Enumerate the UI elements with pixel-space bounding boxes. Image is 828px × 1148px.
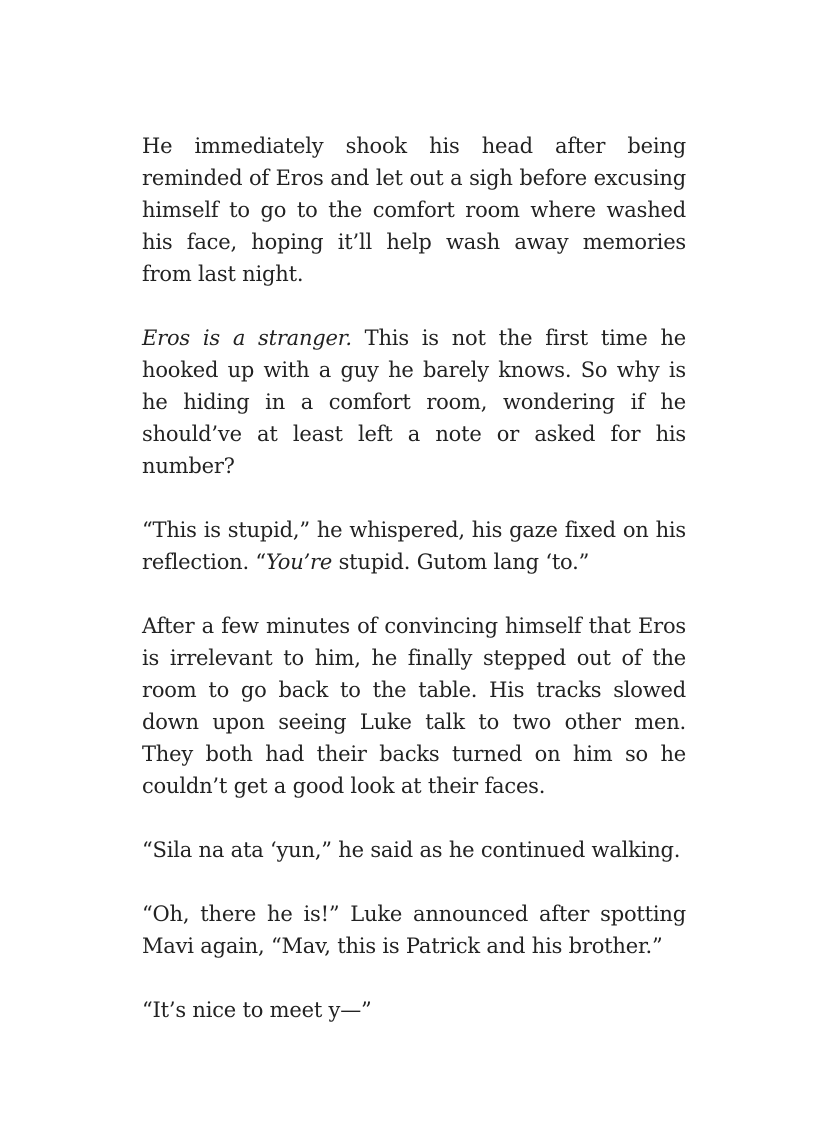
- paragraph-7-text: “It’s nice to meet y—”: [142, 998, 372, 1022]
- paragraph-4: [142, 610, 686, 802]
- paragraph-6: [142, 898, 686, 962]
- paragraph-4-text: After a few minutes of convincing himself that Eros is irrelevant to him, he finally stepped out of the room to go back to the table. His tracks slowed down upon seeing Luke talk to two other men. They both had their backs turned on him so he couldn’t get a good look at their faces.: [142, 614, 686, 798]
- paragraph-2-text: This is not the first time he hooked up with a guy he barely knows. So why is he hiding in a comfort room, wondering if he should’ve at least left a note or asked for his number?: [142, 326, 686, 478]
- paragraph-1: [142, 130, 686, 290]
- paragraph-6-text: “Oh, there he is!” Luke announced after spotting Mavi again, “Mav, this is Patrick and his brother.”: [142, 902, 686, 958]
- paragraph-2: [142, 322, 686, 482]
- paragraph-3: [142, 514, 686, 578]
- paragraph-5: [142, 834, 686, 866]
- paragraph-1-text: He immediately shook his head after being reminded of Eros and let out a sigh before excusing himself to go to the comfort room where washed his face, hoping it’ll help wash away memories from last night.: [142, 134, 686, 286]
- story-text-page: [142, 130, 686, 1026]
- paragraph-3-text-a: “This is stupid,” he whispered, his gaze fixed on his reflection. “: [142, 518, 686, 574]
- paragraph-2-italic-phrase: Eros is a stranger.: [142, 326, 352, 350]
- paragraph-3-text-b: stupid. Gutom lang ‘to.”: [332, 550, 590, 574]
- paragraph-7: [142, 994, 686, 1026]
- paragraph-5-text: “Sila na ata ‘yun,” he said as he continued walking.: [142, 838, 681, 862]
- paragraph-3-italic-word: You’re: [265, 550, 333, 574]
